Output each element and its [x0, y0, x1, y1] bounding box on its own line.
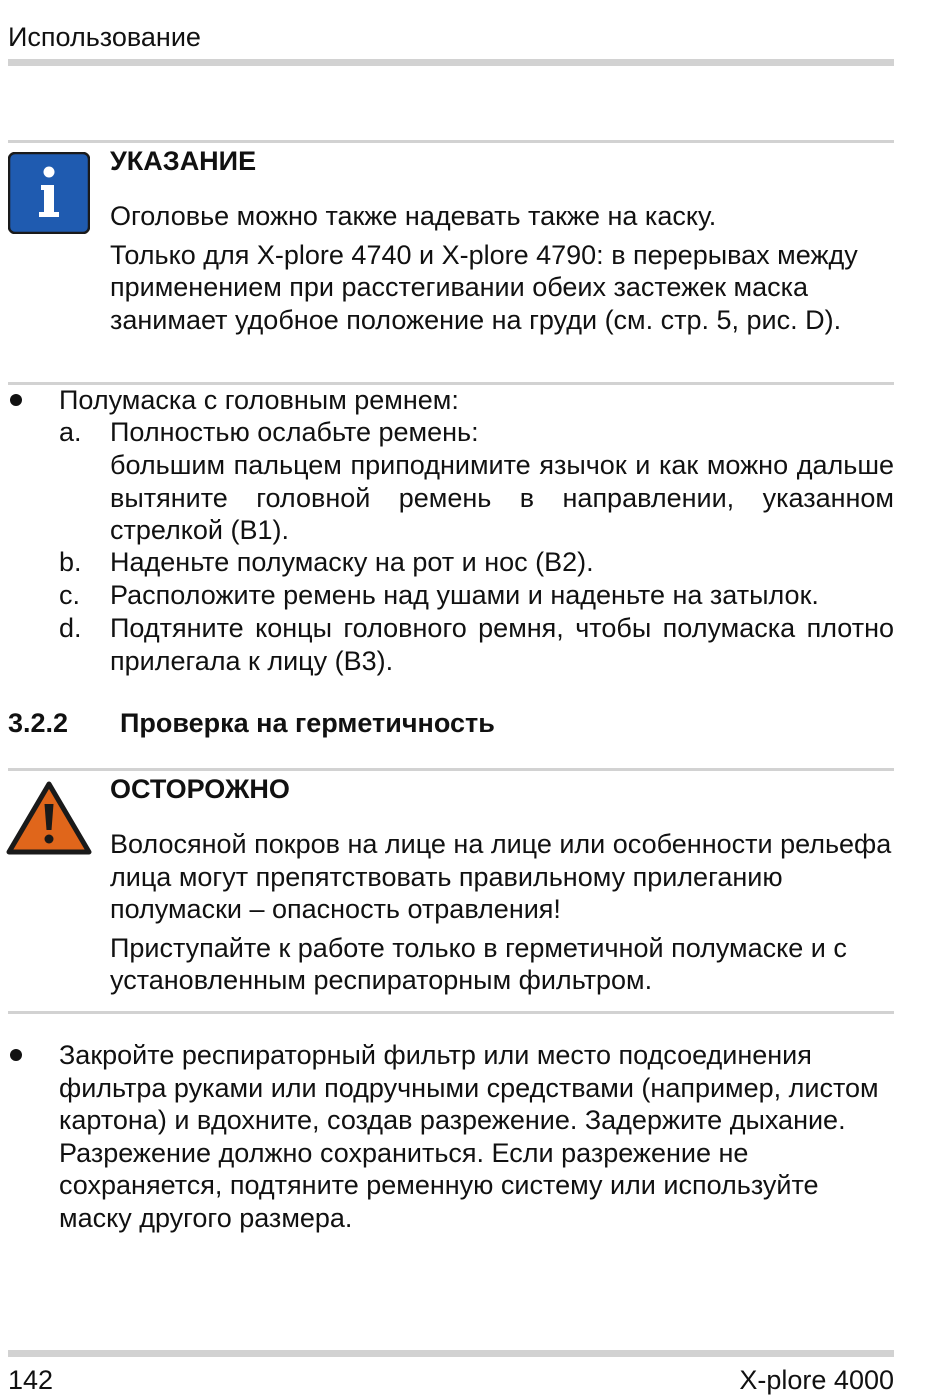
- footer-rule: [8, 1350, 894, 1357]
- check-followup: Разрежение должно сохраниться. Если разрежение не сохраняется, подтяните ременную систему или используйте маску другого размера.: [59, 1137, 819, 1233]
- notice-paragraph: Оголовье можно также надевать также на каску.: [110, 201, 717, 231]
- bullet-icon: [10, 394, 22, 406]
- notice-paragraph: Только для X-plore 4740 и X-plore 4790: в перерывах между применением при расстегивании обеих застежек маска занимает удобное положение на груди (см. стр. 5, рис. D).: [110, 239, 858, 335]
- caution-paragraph: Волосяной покров на лице на лице или особенности рельефа лица могут препятствовать правильному прилеганию полумаски – опасность отравления!: [110, 829, 892, 925]
- notice-title: УКАЗАНИЕ: [110, 146, 257, 176]
- notice-body: [110, 200, 894, 336]
- step-marker: a.: [59, 417, 82, 447]
- list-item: [59, 1039, 894, 1235]
- bullet-icon: [10, 1049, 22, 1061]
- step-marker: b.: [59, 547, 82, 577]
- caution-paragraph: Приступайте к работе только в герметичной полумаске и с установленным респираторным фильтром.: [110, 932, 847, 996]
- header-rule: [8, 59, 894, 66]
- step-detail: большим пальцем приподнимите язычок и как можно дальше вытяните головной ремень в направлении, указанном стрелкой (B1).: [110, 450, 894, 546]
- caution-body: [110, 828, 894, 997]
- list-intro: Полумаска с головным ремнем:: [59, 385, 459, 415]
- section-number: 3.2.2: [8, 708, 69, 738]
- check-text: Закройте респираторный фильтр или место подсоединения фильтра руками или подручными средствами (например, листом картона) и вдохните, создав разрежение. Задержите дыхание.: [59, 1040, 879, 1136]
- header-title: Использование: [8, 22, 201, 52]
- notice-top-rule: [8, 140, 894, 143]
- step-text: Подтяните концы головного ремня, чтобы полумаска плотно прилегала к лицу (B3).: [110, 613, 894, 676]
- step-text: Расположите ремень над ушами и наденьте на затылок.: [110, 580, 819, 610]
- info-icon: [8, 152, 90, 234]
- product-name: X-plore 4000: [739, 1365, 894, 1395]
- caution-bottom-rule: [8, 1011, 894, 1014]
- section-title: Проверка на герметичность: [120, 708, 495, 738]
- step-text: Наденьте полумаску на рот и нос (B2).: [110, 547, 594, 577]
- step-marker: c.: [59, 580, 81, 610]
- step-marker: d.: [59, 613, 82, 643]
- step-text: Полностью ослабьте ремень:: [110, 417, 479, 447]
- warning-icon: [6, 780, 92, 856]
- page-number: 142: [8, 1365, 54, 1395]
- caution-top-rule: [8, 768, 894, 771]
- caution-title: ОСТОРОЖНО: [110, 774, 290, 804]
